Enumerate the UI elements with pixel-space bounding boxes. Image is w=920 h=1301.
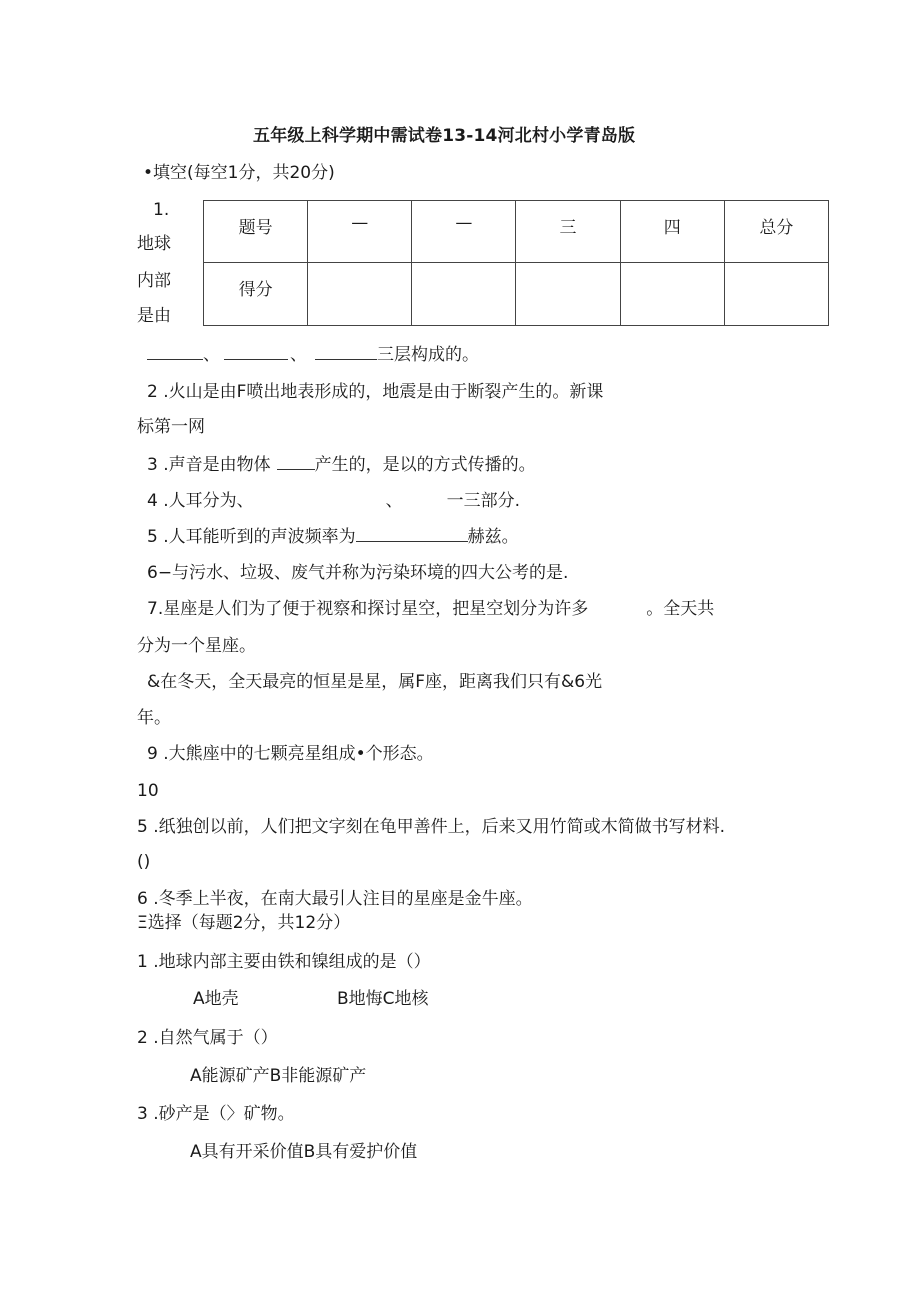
blank[interactable] [277, 455, 315, 470]
separator: 、 [290, 345, 307, 365]
q8-line-1: &在冬天，全天最亮的恒星是星，属F座，距离我们只有&6光 [147, 672, 603, 692]
score-cell[interactable] [412, 263, 516, 326]
q9: 9 .大熊座中的七颗亮星组成•个形态。 [147, 744, 434, 764]
score-cell[interactable] [724, 263, 828, 326]
q6: 6−与污水、垃圾、废气并称为污染环境的四大公考的是. [147, 563, 569, 583]
q10: 10 [137, 781, 159, 801]
q5 [147, 526, 519, 548]
page-title: 五年级上科学期中需试卷13-14河北村小学青岛版 [253, 126, 636, 146]
blank[interactable] [356, 527, 468, 542]
choice-2-question: 2 .自然气属于（） [137, 1028, 278, 1048]
blank[interactable] [147, 345, 203, 360]
choice-2-options[interactable]: A能源矿产B非能源矿产 [190, 1066, 367, 1086]
choice-1-option-bc[interactable]: B地悔C地核 [337, 989, 429, 1009]
score-table-header-cell: 总分 [724, 201, 828, 263]
q1-tail: 三层构成的。 [377, 345, 479, 365]
score-table-header-cell: 三 [516, 201, 620, 263]
section-heading-fill-blanks: •填空(每空1分，共20分) [143, 163, 335, 183]
score-table-header-cell: — [308, 201, 412, 263]
choice-3-options[interactable]: A具有开采价值B具有爱护价值 [190, 1142, 418, 1162]
q8-line-2: 年。 [137, 708, 171, 728]
q7-line-1 [147, 598, 714, 620]
choice-3-question: 3 .砂产是（〉矿物。 [137, 1104, 295, 1124]
score-cell[interactable] [620, 263, 724, 326]
choice-1-option-a[interactable]: A地壳 [193, 989, 239, 1009]
score-cell[interactable] [516, 263, 620, 326]
score-cell[interactable] [308, 263, 412, 326]
q1-line-2: 内部 [137, 271, 171, 291]
q3-part-1: 3 .声音是由物体 [147, 455, 271, 475]
score-table-header-cell: — [412, 201, 516, 263]
judge-6: 6 .冬季上半夜，在南大最引人注目的星座是金牛座。 [137, 889, 533, 909]
separator: 、 [203, 345, 220, 365]
score-table-row-label: 得分 [204, 263, 308, 326]
q1-line-3: 是由 [137, 306, 171, 326]
judge-5: 5 .纸独创以前，人们把文字刻在龟甲善件上，后来又用竹简或木简做书写材料. [137, 817, 726, 837]
blank[interactable] [224, 345, 288, 360]
score-table [203, 200, 829, 326]
q1-blanks-line [147, 344, 479, 366]
q7-line-2: 分为一个星座。 [137, 636, 256, 656]
score-table-header-cell: 题号 [204, 201, 308, 263]
q2-line-2: 标第一网 [137, 417, 205, 437]
q4-part-3: 一三部分. [446, 491, 521, 511]
judge-5-paren: () [137, 852, 151, 872]
q1-number: 1. [153, 200, 170, 220]
score-table-score-row [204, 263, 829, 326]
q5-part-2: 赫兹。 [467, 527, 519, 547]
section-heading-choice: Ξ选择（每题2分，共12分） [137, 913, 351, 933]
q7-part-2: 。全天共 [646, 599, 715, 619]
blank[interactable] [315, 345, 377, 360]
q4 [147, 490, 520, 512]
q1-line-1: 地球 [137, 234, 171, 254]
q3 [147, 454, 536, 476]
q7-part-1: 7.星座是人们为了便于视察和探讨星空，把星空划分为许多 [147, 599, 589, 619]
q4-part-2: 、 [385, 491, 403, 511]
score-table-header-cell: 四 [620, 201, 724, 263]
q3-part-2: 产生的，是以的方式传播的。 [314, 455, 536, 475]
q2-line-1: 2 .火山是由F喷出地表形成的，地震是由于断裂产生的。新课 [147, 382, 604, 402]
choice-1-question: 1 .地球内部主要由铁和镍组成的是（） [137, 952, 431, 972]
score-table-header-row [204, 201, 829, 263]
q4-part-1: 4 .人耳分为、 [147, 491, 254, 511]
q5-part-1: 5 .人耳能听到的声波频率为 [147, 527, 356, 547]
